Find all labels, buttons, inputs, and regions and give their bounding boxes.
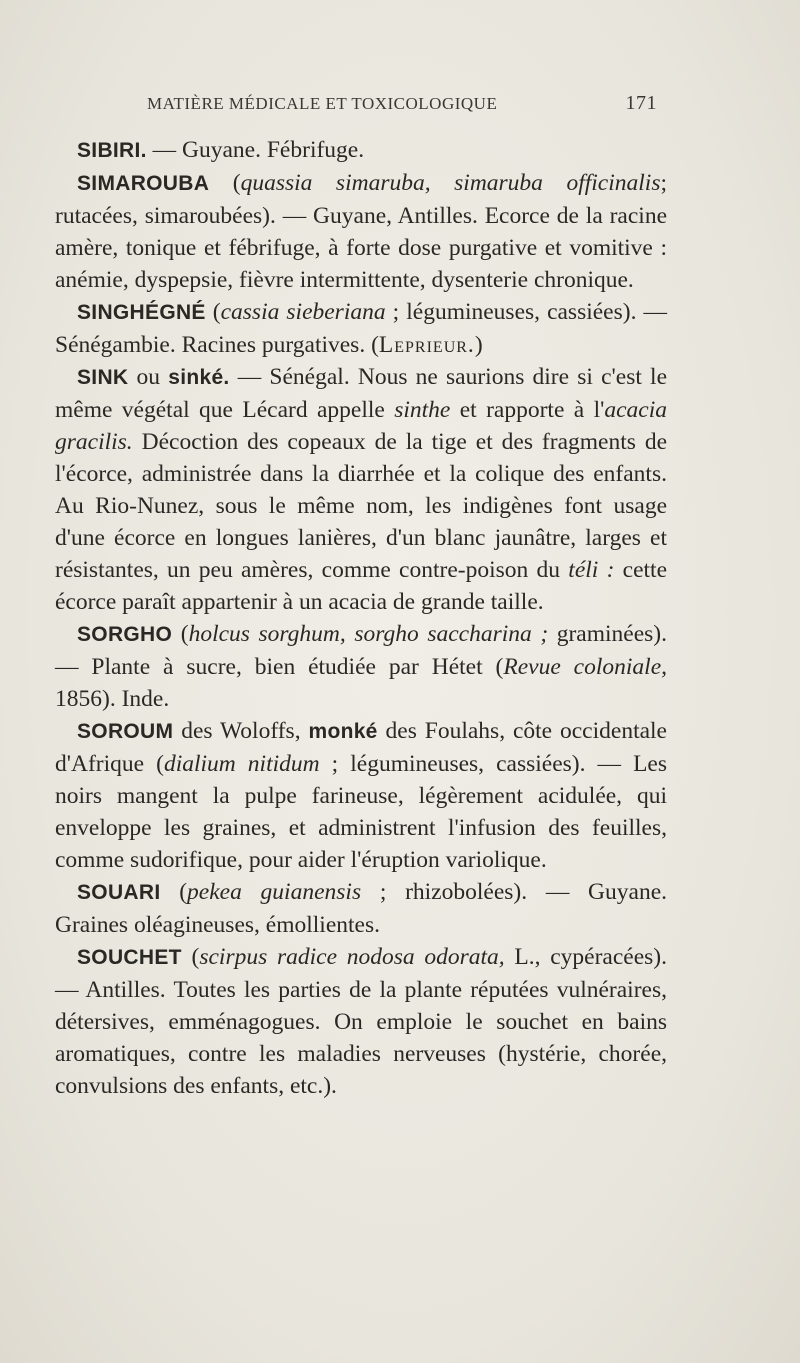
dictionary-entry xyxy=(55,618,667,715)
running-title: MATIÈRE MÉDICALE ET TOXICOLOGIQUE xyxy=(147,94,498,113)
italic-term: cassia sieberiana xyxy=(220,299,386,325)
italic-term: Revue coloniale, xyxy=(503,654,667,680)
entry-text: ( xyxy=(160,879,188,905)
entry-text: Décoction des copeaux de la tige et des fragments de l'écorce, administrée dans la diarrhée et la colique des enfants. Au Rio-Nunez, sous le même nom, les indigènes font usage d'une écorce en longues lanières, d'un blanc jaunâtre, larges et résistantes, un peu amères, comme contre-poison du xyxy=(55,429,667,583)
entry-text: ; rutacées, simaroubées). — Guyane, Antilles. Ecorce de la racine amère, tonique et fébrifuge, à forte dose purgative et vomitive : anémie, dyspepsie, fièvre intermittente, dysenterie chronique. xyxy=(55,170,668,293)
entry-text: ( xyxy=(181,944,200,970)
entry-text: — Guyane. Fébrifuge. xyxy=(146,137,365,163)
italic-term: scirpus radice nodosa odorata, xyxy=(199,944,505,970)
italic-term: sinthe xyxy=(394,397,451,423)
entry-text: des Foulahs, côte occidentale d'Afrique ( xyxy=(55,718,667,777)
entry-text: graminées). — Plante à sucre, bien étudiée par Hétet ( xyxy=(55,621,668,680)
entry-text: ( xyxy=(205,299,221,325)
entry-text: ; légumineuses, cassiées). — Les noirs mangent la pulpe farineuse, légèrement acidulée, qui enveloppe les graines, et administrent l'infusion des feuilles, comme sudorifique, pour aider l'éruption variolique. xyxy=(55,751,667,873)
entry-headword: SORGHO xyxy=(77,623,173,646)
dictionary-entry xyxy=(55,715,667,876)
dictionary-entries xyxy=(55,134,667,1102)
author-reference: Leprieur. xyxy=(378,332,475,358)
entry-text: L., cypéracées). — Antilles. Toutes les parties de la plante réputées vulnéraires, détersives, emménagogues. On emploie le souchet en bains aromatiques, contre les maladies nerveuses (hystérie, chorée, convulsions des enfants, etc.). xyxy=(55,944,667,1099)
running-header xyxy=(147,94,657,115)
dictionary-entry xyxy=(55,876,667,941)
entry-text: ) xyxy=(474,332,483,358)
entry-synonym: monké xyxy=(308,720,378,743)
dictionary-entry xyxy=(55,361,667,618)
entry-text: ; rhizobolées). — Guyane. Graines oléagineuses, émollientes. xyxy=(55,879,667,938)
entry-headword: SOUCHET xyxy=(77,946,182,969)
dictionary-entry xyxy=(55,296,667,361)
entry-headword: SIMAROUBA xyxy=(77,172,210,195)
entry-synonym: sinké. xyxy=(168,366,230,389)
entry-text: — Sénégal. Nous ne saurions dire si c'est le même végétal que Lécard appelle xyxy=(55,364,668,423)
entry-headword: SINGHÉGNÉ xyxy=(77,301,206,324)
italic-term: téli : xyxy=(568,557,615,583)
entry-text: cette écorce paraît appartenir à un acacia de grande taille. xyxy=(55,557,668,615)
entry-text: ou xyxy=(128,364,169,390)
dictionary-entry xyxy=(55,134,667,167)
entry-text: ; légumineuses, cassiées). — Sénégambie. Racines purgatives. ( xyxy=(55,299,668,358)
italic-term: quassia simaruba, simaruba officinalis xyxy=(240,170,661,196)
entry-text: et rapporte à l' xyxy=(450,397,605,423)
dictionary-entry xyxy=(55,941,667,1102)
italic-term: holcus sorghum, sorgho saccharina ; xyxy=(188,621,549,647)
italic-term: dialium nitidum xyxy=(163,751,320,777)
entry-headword: SINK xyxy=(77,366,129,389)
page-number: 171 xyxy=(625,92,657,114)
dictionary-entry xyxy=(55,167,667,296)
entry-text: des Woloffs, xyxy=(173,718,309,744)
entry-headword: SOUARI xyxy=(77,881,161,904)
entry-text: 1856). Inde. xyxy=(55,686,170,712)
italic-term: pekea guianensis xyxy=(187,879,362,905)
italic-term: acacia gracilis. xyxy=(55,397,667,455)
entry-text: ( xyxy=(209,170,241,196)
entry-text: ( xyxy=(172,621,189,647)
entry-headword: SIBIRI. xyxy=(77,139,147,162)
entry-headword: SOROUM xyxy=(77,720,174,743)
